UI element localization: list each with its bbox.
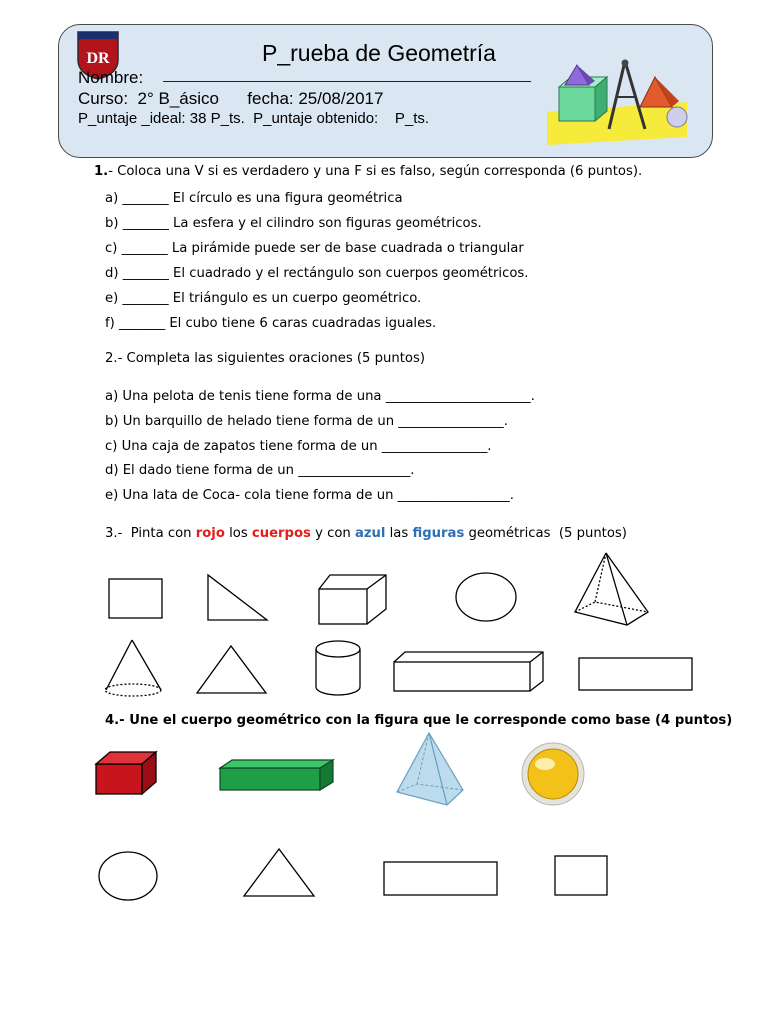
q2-item-a[interactable]: a) Una pelota de tenis tiene forma de una ______________________. — [105, 389, 535, 404]
q1-item-f[interactable]: f) _______ El cubo tiene 6 caras cuadradas iguales. — [105, 316, 437, 331]
q2-item-b[interactable]: b) Un barquillo de helado tiene forma de un ________________. — [105, 414, 508, 429]
logo-letters: DR — [86, 50, 110, 67]
base-square-figure[interactable] — [555, 856, 607, 895]
q1-item-b[interactable]: b) _______ La esfera y el cilindro son figuras geométricos. — [105, 216, 482, 231]
q2-title: 2.- Completa las siguientes oraciones (5 puntos) — [105, 351, 425, 366]
curso-fecha-line: Curso: 2° B_ásico fecha: 25/08/2017 — [78, 89, 384, 108]
cube-body[interactable] — [319, 575, 386, 624]
cone-body[interactable] — [105, 640, 161, 696]
q1-item-e[interactable]: e) _______ El triángulo es un cuerpo geométrico. — [105, 291, 422, 306]
q3-cuerpos: cuerpos — [251, 526, 311, 541]
puntaje-line: P_untaje _ideal: 38 P_ts. P_untaje obtenido: P_ts. — [78, 110, 430, 127]
base-triangle-figure[interactable] — [244, 849, 314, 896]
q1-item-c[interactable]: c) _______ La pirámide puede ser de base cuadrada o triangular — [105, 241, 524, 256]
q2-item-d[interactable]: d) El dado tiene forma de un _________________. — [105, 463, 415, 478]
yellow-sphere-body[interactable] — [522, 743, 584, 805]
blue-pyramid-body[interactable] — [397, 733, 463, 805]
base-circle-figure[interactable] — [99, 852, 157, 900]
red-cube-body[interactable] — [96, 752, 156, 794]
right-triangle-figure[interactable] — [208, 575, 267, 620]
rectangle-figure[interactable] — [579, 658, 692, 690]
test-title: P_rueba de Geometría — [262, 40, 496, 66]
square-pyramid-body[interactable] — [575, 553, 648, 625]
cylinder-body[interactable] — [316, 641, 360, 695]
square-figure[interactable] — [109, 579, 162, 618]
triangle-figure[interactable] — [197, 646, 266, 693]
q2-item-e[interactable]: e) Una lata de Coca- cola tiene forma de un _________________. — [105, 488, 514, 503]
q3-rojo: rojo — [195, 526, 225, 541]
q1-title: 1.- Coloca una V si es verdadero y una F si es falso, según corresponda (6 puntos). — [94, 164, 643, 179]
q2-item-c[interactable]: c) Una caja de zapatos tiene forma de un ________________. — [105, 439, 492, 454]
q3-azul: azul — [354, 526, 386, 541]
q3-figuras: figuras — [412, 526, 465, 541]
nombre-label: Nombre: — [78, 68, 144, 87]
q1-item-a[interactable]: a) _______ El círculo es una figura geométrica — [105, 191, 403, 206]
green-prism-body[interactable] — [220, 760, 333, 790]
q4-title: 4.- Une el cuerpo geométrico con la figura que le corresponde como base (4 puntos) — [105, 713, 733, 728]
q3-title: 3.- Pinta con rojo los cuerpos y con azul las figuras geométricas (5 puntos) — [105, 526, 627, 541]
circle-figure[interactable] — [456, 573, 516, 621]
base-rectangle-figure[interactable] — [384, 862, 497, 895]
rectangular-prism-body[interactable] — [394, 652, 543, 691]
q1-item-d[interactable]: d) _______ El cuadrado y el rectángulo son cuerpos geométricos. — [105, 266, 529, 281]
